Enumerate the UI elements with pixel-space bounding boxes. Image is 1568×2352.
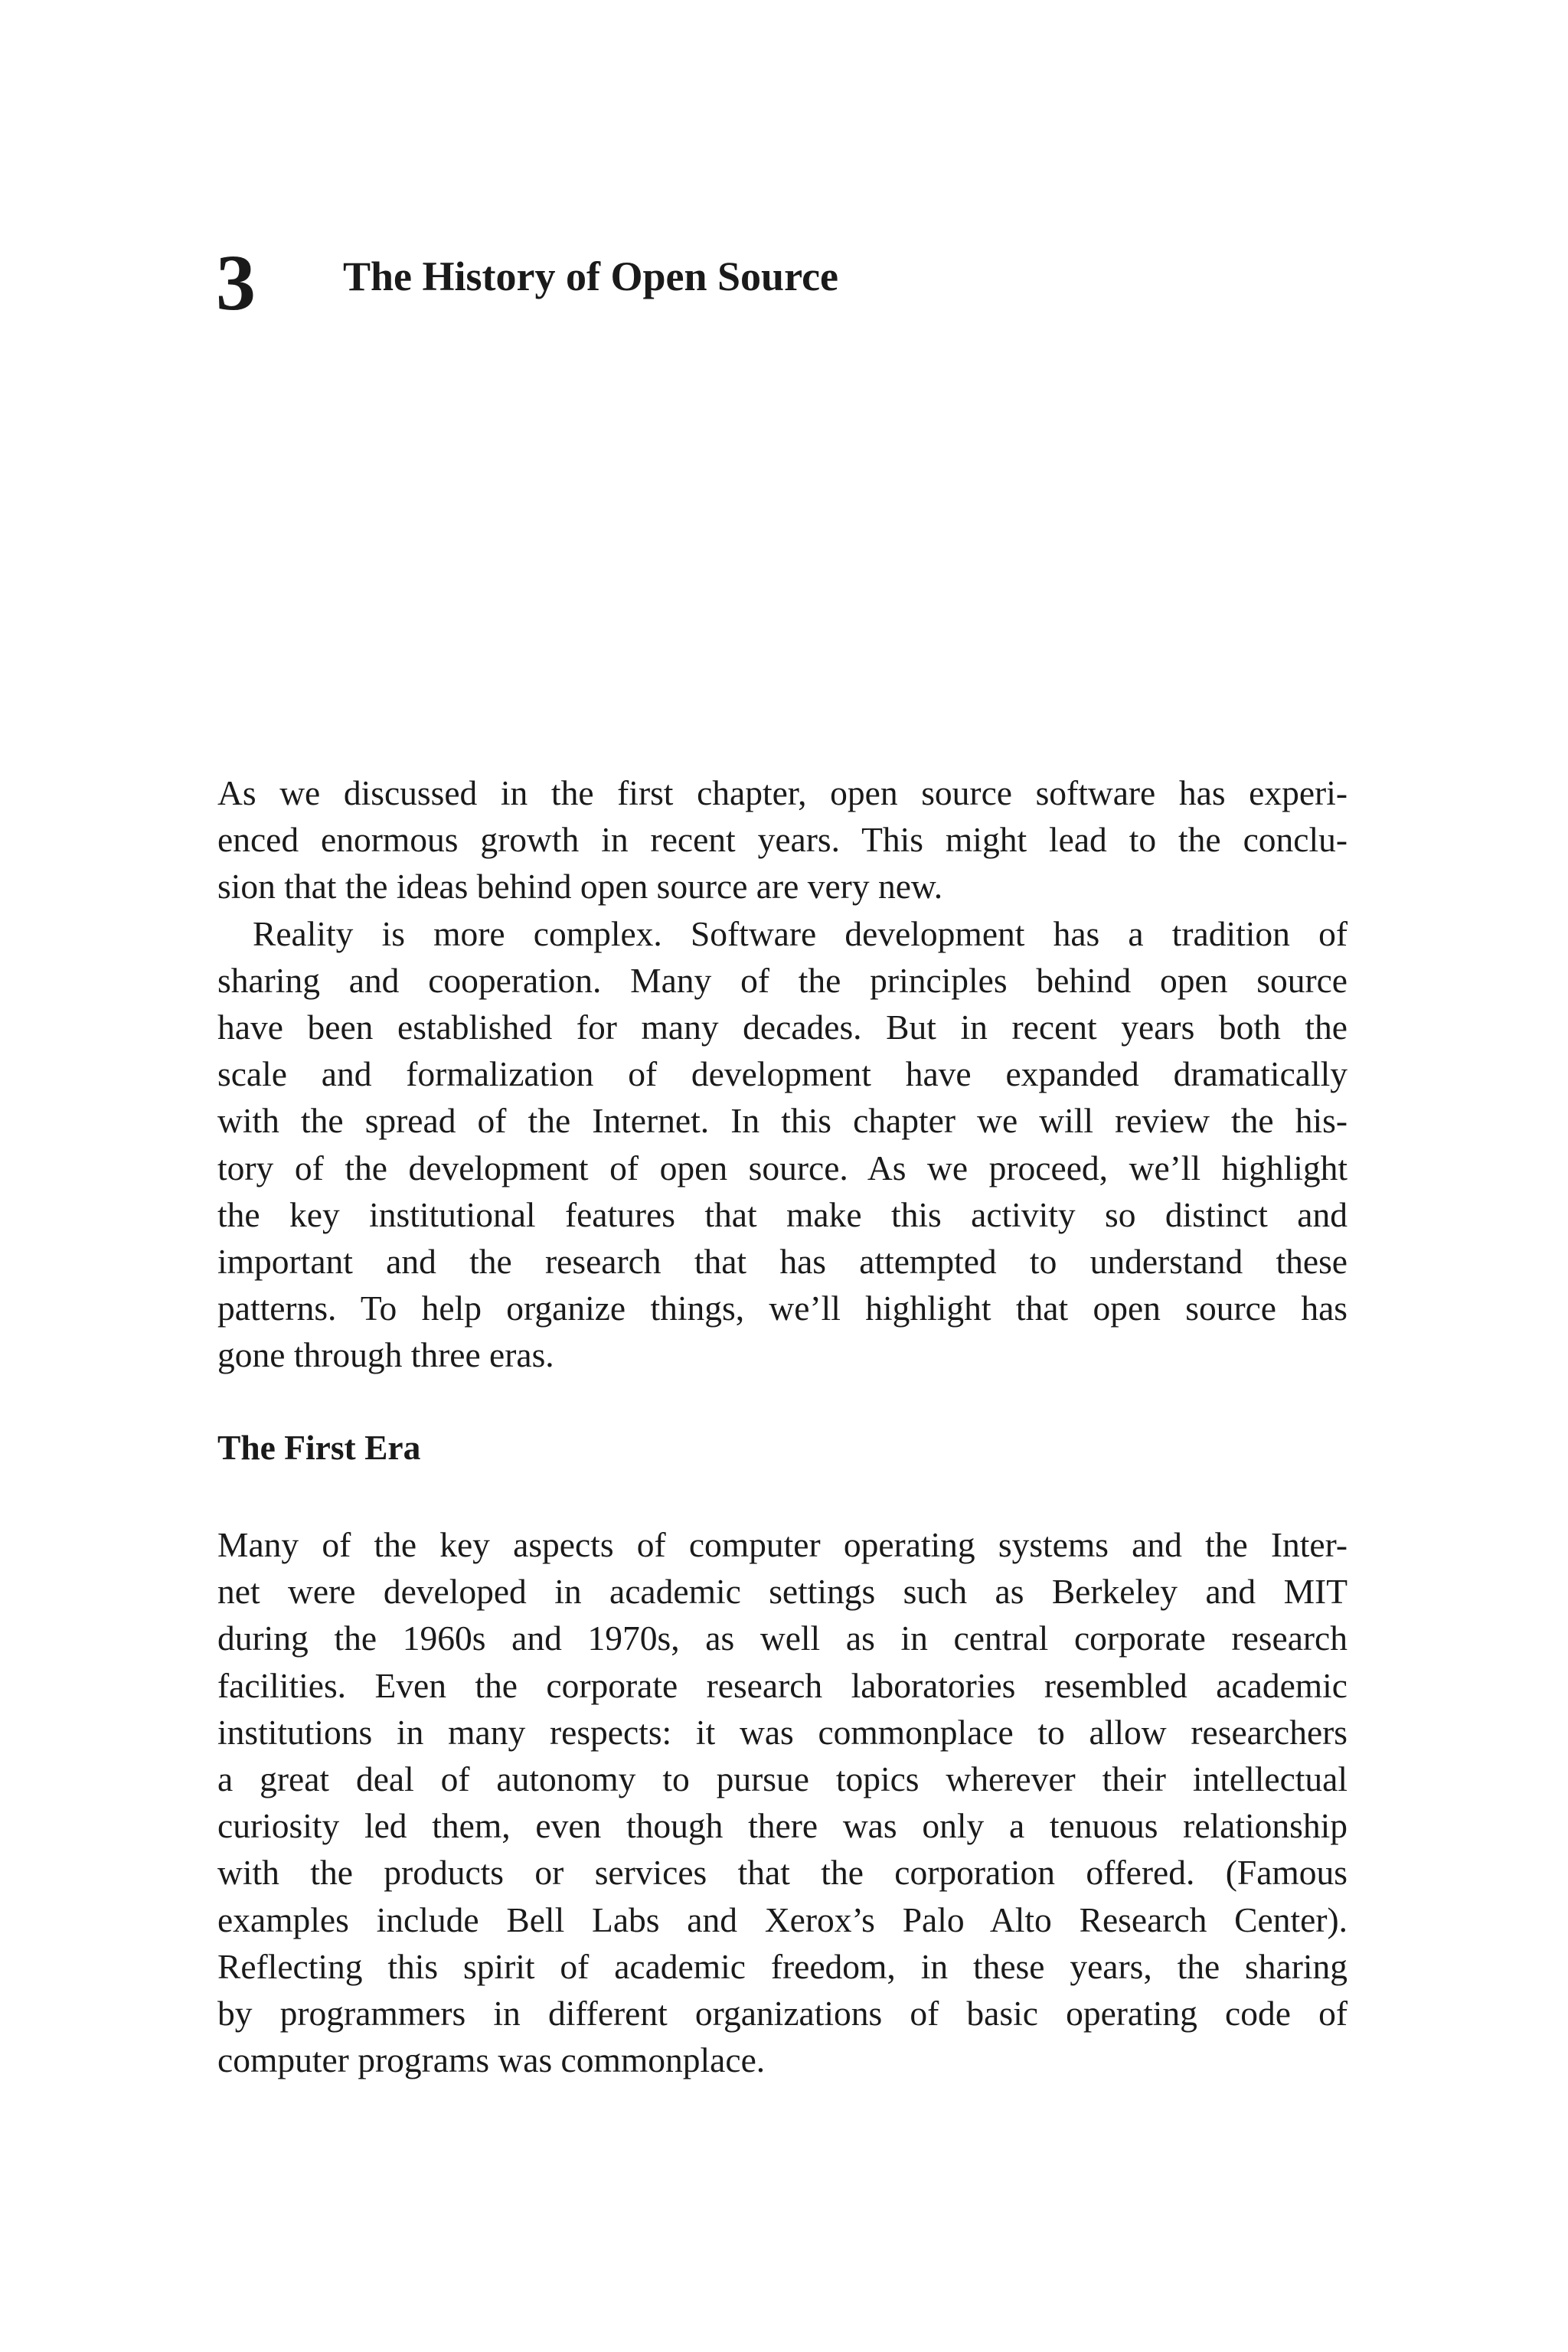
text-line: curiosity led them, even though there was only a tenuous relationship <box>217 1806 1348 1846</box>
text-line: with the products or services that the corporation offered. (Famous <box>217 1853 1348 1893</box>
text-line: sion that the ideas behind open source are very new. <box>217 867 943 906</box>
text-line: by programmers in different organizations of basic operating code of <box>217 1994 1348 2034</box>
text-line: institutions in many respects: it was commonplace to allow researchers <box>217 1712 1348 1752</box>
text-line: As we discussed in the first chapter, open source software has experi- <box>217 773 1348 812</box>
text-line: Reflecting this spirit of academic freedom, in these years, the sharing <box>217 1946 1348 1986</box>
text-line: examples include Bell Labs and Xerox’s Palo Alto Research Center). <box>217 1900 1348 1939</box>
text-line: important and the research that has attempted to understand these <box>217 1242 1348 1282</box>
text-line: tory of the development of open source. As we proceed, we’ll highlight <box>217 1148 1348 1187</box>
text-line: facilities. Even the corporate research laboratories resembled academic <box>217 1665 1348 1705</box>
chapter-number: 3 <box>216 239 256 327</box>
text-line: computer programs was commonplace. <box>217 2040 766 2080</box>
text-line: with the spread of the Internet. In this chapter we will review the his- <box>217 1101 1348 1141</box>
text-line: the key institutional features that make this activity so distinct and <box>217 1194 1348 1234</box>
chapter-title: The History of Open Source <box>343 253 838 299</box>
text-line: Reality is more complex. Software development has a tradition of <box>253 913 1348 953</box>
section-heading: The First Era <box>217 1428 421 1467</box>
text-line: patterns. To help organize things, we’ll highlight that open source has <box>217 1289 1348 1328</box>
text-line: have been established for many decades. But in recent years both the <box>217 1008 1348 1047</box>
text-line: sharing and cooperation. Many of the principles behind open source <box>217 960 1348 1000</box>
text-line: a great deal of autonomy to pursue topics wherever their intellectual <box>217 1759 1348 1799</box>
intro-text <box>217 769 1348 1379</box>
text-line: gone through three eras. <box>217 1335 554 1375</box>
text-line: during the 1960s and 1970s, as well as in central corporate research <box>217 1619 1348 1658</box>
section-text <box>217 1521 1348 2083</box>
text-line: scale and formalization of development have expanded dramatically <box>217 1054 1348 1094</box>
text-line: Many of the key aspects of computer operating systems and the Inter- <box>217 1525 1348 1564</box>
text-line: enced enormous growth in recent years. This might lead to the conclu- <box>217 820 1348 860</box>
text-line: net were developed in academic settings such as Berkeley and MIT <box>217 1572 1348 1612</box>
